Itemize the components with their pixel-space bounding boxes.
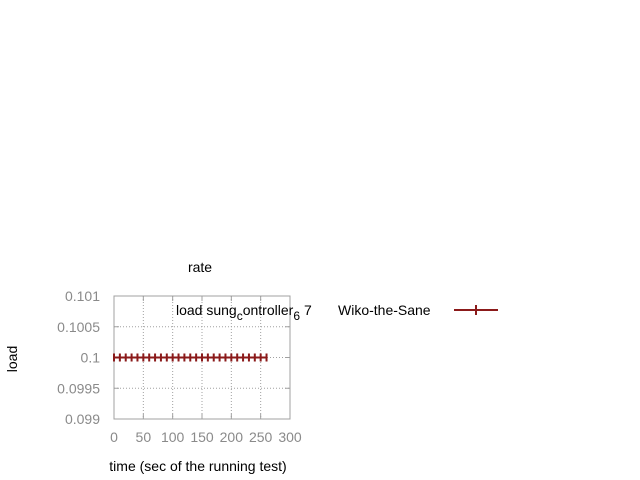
- legend-label-part-2: c: [236, 309, 243, 323]
- x-tick-label: 300: [278, 429, 302, 445]
- x-tick-label: 200: [219, 429, 244, 445]
- y-tick-label: 0.101: [64, 288, 100, 304]
- x-tick-label: 150: [190, 429, 214, 445]
- legend-label-part-4: 6: [293, 309, 300, 323]
- legend-label: [176, 302, 312, 323]
- y-tick-label: 0.0995: [57, 380, 100, 397]
- legend-label-part-3: ontroller: [242, 302, 294, 318]
- legend-label-part-1: load sung: [176, 302, 237, 318]
- legend: [176, 302, 498, 323]
- x-tick-label: 100: [160, 429, 185, 445]
- x-tick-label: 250: [248, 429, 273, 445]
- series-layer: [114, 354, 267, 362]
- x-axis-label: time (sec of the running test): [109, 458, 287, 474]
- legend-label-part-5: 7: [304, 302, 312, 318]
- chart-title: rate: [187, 259, 213, 275]
- x-tick-label: 50: [135, 429, 152, 445]
- x-tick-label: 0: [110, 429, 118, 445]
- y-tick-label: 0.1005: [57, 318, 100, 335]
- y-axis-label: load: [4, 345, 20, 373]
- x-axis-ticks: [110, 296, 302, 445]
- y-tick-label: 0.1: [80, 349, 100, 366]
- legend-label-overlap: Wiko-the-Sane: [338, 302, 431, 318]
- y-tick-label: 0.099: [64, 411, 100, 427]
